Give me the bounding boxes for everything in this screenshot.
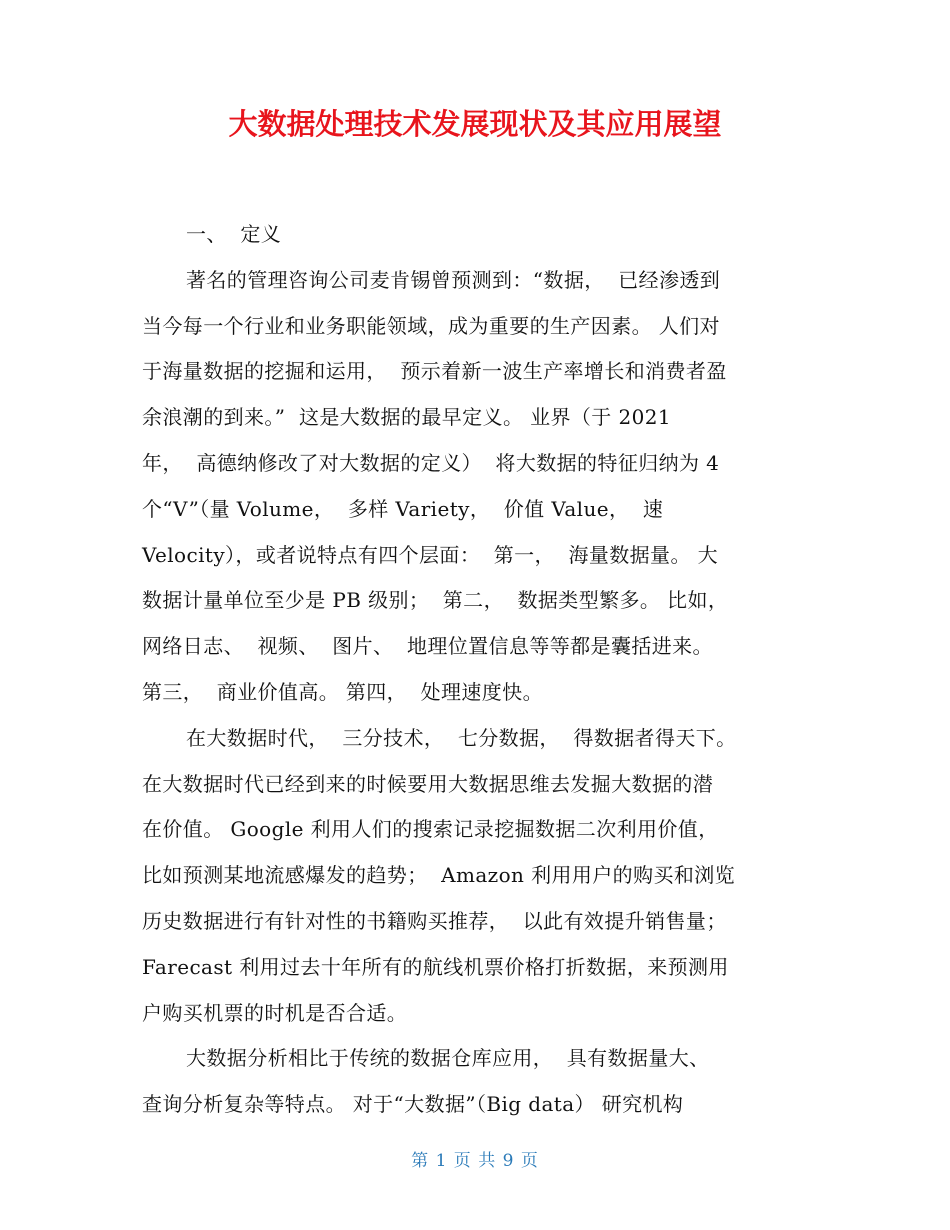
footer-page-unit: 页 — [453, 1151, 472, 1171]
text-line: 年， 高德纳修改了对大数据的定义） 将大数据的特征归纳为 4 — [142, 450, 720, 475]
body-text — [142, 212, 814, 1128]
text-line: 历史数据进行有针对性的书籍购买推荐， 以此有效提升销售量； — [142, 908, 727, 933]
section-heading: 一、 定义 — [186, 222, 282, 246]
text-line: 网络日志、 视频、 图片、 地理位置信息等等都是囊括进来。 — [142, 634, 713, 659]
text-line: Farecast 利用过去十年所有的航线机票价格打折数据，来预测用 — [142, 954, 729, 979]
text-line: 著名的管理咨询公司麦肯锡曾预测到：“数据， 已经渗透到 — [186, 267, 721, 292]
text-line: 在价值。 Google 利用人们的搜索记录挖掘数据二次利用价值， — [142, 817, 719, 842]
page-title: 大数据处理技术发展现状及其应用展望 — [228, 107, 722, 141]
footer-total-pages: 9 — [502, 1151, 515, 1171]
text-line: 比如预测某地流感爆发的趋势； Amazon 利用用户的购买和浏览 — [142, 863, 736, 888]
text-line: 查询分析复杂等特点。 对于“大数据”（Big data） 研究机构 — [142, 1092, 684, 1117]
text-line: 于海量数据的挖掘和运用， 预示着新一波生产率增长和消费者盈 — [142, 359, 727, 384]
footer-total-unit: 页 — [520, 1151, 539, 1171]
text-line: Velocity），或者说特点有四个层面： 第一， 海量数据量。 大 — [142, 542, 719, 567]
text-line: 第三， 商业价值高。 第四， 处理速度快。 — [142, 679, 543, 704]
footer-page-label: 第 — [411, 1151, 430, 1171]
page-footer — [0, 1146, 950, 1176]
footer-total-label: 共 — [478, 1151, 497, 1171]
text-line: 数据计量单位至少是 PB 级别； 第二， 数据类型繁多。 比如， — [142, 588, 729, 613]
text-line: 大数据分析相比于传统的数据仓库应用， 具有数据量大、 — [186, 1046, 710, 1071]
text-line: 当今每一个行业和业务职能领域，成为重要的生产因素。 人们对 — [142, 313, 720, 338]
text-line: 户购买机票的时机是否合适。 — [142, 1000, 408, 1025]
footer-page-number: 1 — [435, 1151, 448, 1171]
text-line: 余浪潮的到来。” 这是大数据的最早定义。 业界（于 2021 — [142, 405, 671, 430]
text-line: 个“V”（量 Volume， 多样 Variety， 价值 Value， 速 — [142, 496, 664, 521]
text-line: 在大数据时代已经到来的时候要用大数据思维去发掘大数据的潜 — [142, 771, 714, 796]
text-line: 在大数据时代， 三分技术， 七分数据， 得数据者得天下。 — [186, 725, 737, 750]
